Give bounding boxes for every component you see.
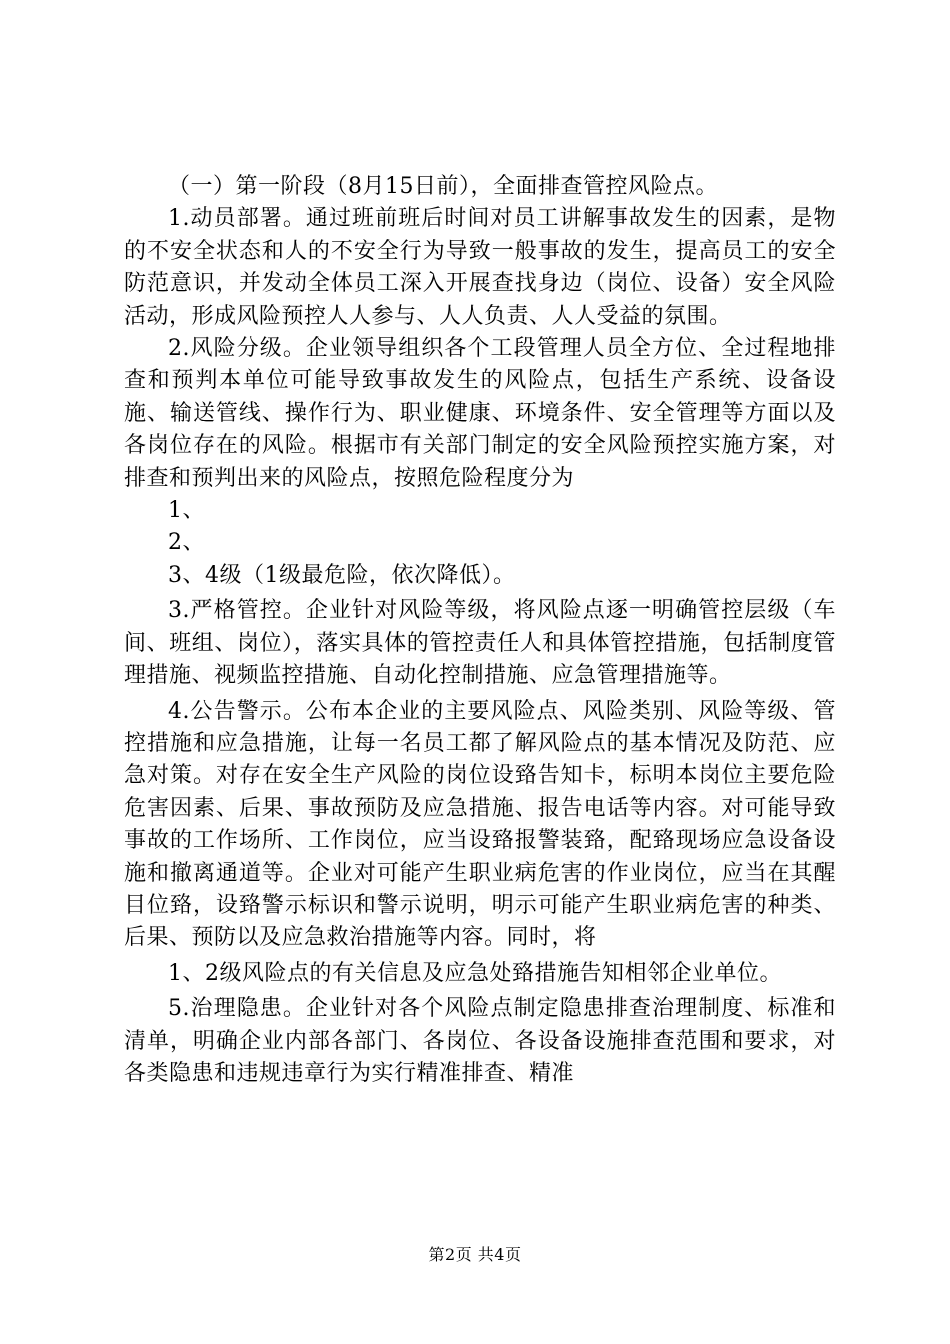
- paragraph-level-1-2-info: 1、2级风险点的有关信息及应急处臵措施告知相邻企业单位。: [168, 960, 782, 986]
- list-item-level-2: 2、: [168, 530, 205, 556]
- document-body: [124, 171, 836, 1090]
- paragraph-risk-grading: 2.风险分级。企业领导组织各个工段管理人员全方位、全过程地排查和预判本单位可能导致事故发生的风险点，包括生产系统、设备设施、输送管线、操作行为、职业健康、环境条件、安全管理等方面以及各岗位存在的风险。根据市有关部门制定的安全风险预控实施方案，对排查和预判出来的风险点，按照危险程度分为: [124, 336, 836, 491]
- list-item-level-3-4: 3、4级（1级最危险，依次降低）。: [168, 562, 516, 588]
- paragraph-public-warning: 4.公告警示。公布本企业的主要风险点、风险类别、风险等级、管控措施和应急措施，让每一名员工都了解风险点的基本情况及防范、应急对策。对存在安全生产风险的岗位设臵告知卡，标明本岗位主要危险危害因素、后果、事故预防及应急措施、报告电话等内容。对可能导致事故的工作场所、工作岗位，应当设臵报警装臵，配臵现场应急设备设施和撤离通道等。企业对可能产生职业病危害的作业岗位，应当在其醒目位臵，设臵警示标识和警示说明，明示可能产生职业病危害的种类、后果、预防以及应急救治措施等内容。同时，将: [124, 698, 836, 951]
- paragraph-mobilization: 1.动员部署。通过班前班后时间对员工讲解事故发生的因素，是物的不安全状态和人的不安全行为导致一般事故的发生，提高员工的安全防范意识，并发动全体员工深入开展查找身边（岗位、设备）安全风险活动，形成风险预控人人参与、人人负责、人人受益的氛围。: [124, 206, 836, 329]
- paragraph-hazard-treatment: 5.治理隐患。企业针对各个风险点制定隐患排查治理制度、标准和清单，明确企业内部各部门、各岗位、各设备设施排查范围和要求，对各类隐患和违规违章行为实行精准排查、精准: [124, 996, 836, 1086]
- list-item-level-1: 1、: [168, 498, 205, 524]
- section-heading-phase-one: （一）第一阶段（8月15日前），全面排查管控风险点。: [168, 174, 718, 199]
- paragraph-strict-control: 3.严格管控。企业针对风险等级，将风险点逐一明确管控层级（车间、班组、岗位），落实具体的管控责任人和具体管控措施，包括制度管理措施、视频监控措施、自动化控制措施、应急管理措施等。: [124, 598, 836, 689]
- page-footer: 第2页 共4页: [428, 1245, 522, 1264]
